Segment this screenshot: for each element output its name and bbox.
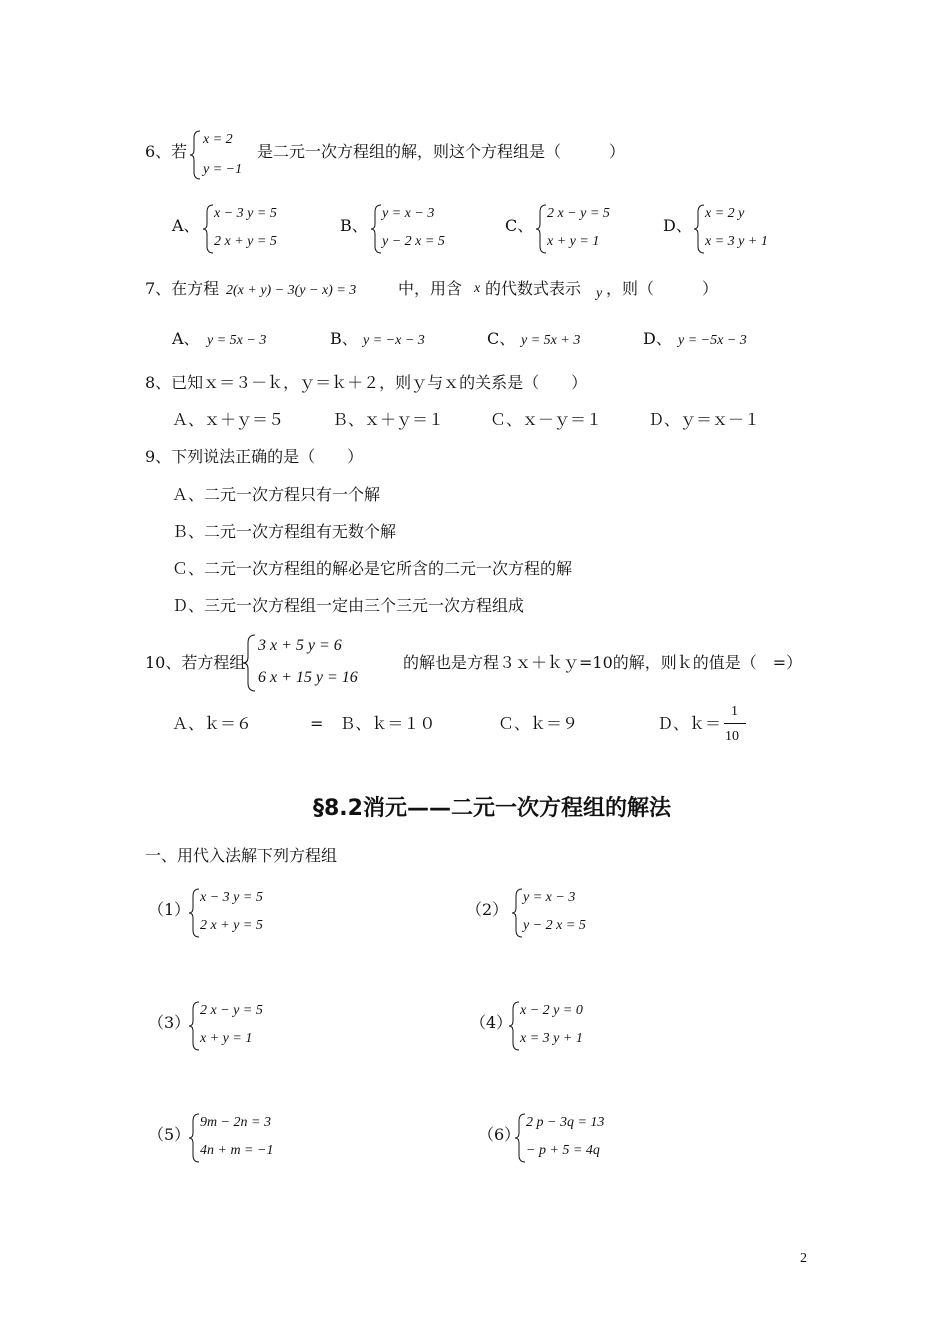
brace-icon bbox=[190, 130, 202, 180]
problem-5-label: （5） bbox=[148, 1125, 191, 1144]
equation-line-2: x = 3 y + 1 bbox=[520, 1031, 583, 1046]
problem-6-label: （6） bbox=[478, 1125, 521, 1144]
equation-line-1: x = 2 bbox=[203, 132, 233, 147]
q10-option-d: Ｄ、ｋ＝ bbox=[657, 714, 722, 733]
equation-line-2: y − 2 x = 5 bbox=[382, 234, 445, 249]
q8-stem: 8、已知ｘ＝３－ｋ，ｙ＝ｋ＋２，则ｙ与ｘ的关系是（ ） bbox=[145, 373, 588, 392]
q7-option-d-label: D、 bbox=[643, 329, 672, 348]
q7-middle: 中，用含 bbox=[398, 279, 463, 298]
q10-suffix: 的解也是方程３ｘ＋ｋｙ=10的解，则ｋ的值是（ =） bbox=[403, 653, 803, 672]
fraction-denominator: 10 bbox=[725, 729, 739, 744]
equation-line-1: 3 x + 5 y = 6 bbox=[258, 637, 342, 654]
q9-option-c: Ｃ、二元一次方程组的解必是它所含的二元一次方程的解 bbox=[172, 559, 573, 578]
equation-line-1: x − 2 y = 0 bbox=[520, 1003, 583, 1018]
equation-line-2: 4n + m = −1 bbox=[200, 1143, 274, 1158]
q7-option-c-label: C、 bbox=[487, 329, 516, 348]
q6-option-a-system bbox=[203, 204, 303, 254]
q9-option-d: Ｄ、三元一次方程组一定由三个三元一次方程组成 bbox=[172, 596, 525, 615]
q7-var-x: x bbox=[474, 281, 481, 296]
problem-2-label: （2） bbox=[466, 900, 509, 919]
equation-line-1: x − 3 y = 5 bbox=[214, 206, 277, 221]
q10-system bbox=[243, 634, 393, 692]
section-title: §8.2消元——二元一次方程组的解法 bbox=[313, 796, 671, 821]
q7-equation: 2(x + y) − 3(y − x) = 3 bbox=[226, 283, 357, 298]
q7-option-a-expr: y = 5x − 3 bbox=[207, 333, 267, 348]
q6-option-b-label: B、 bbox=[340, 216, 368, 235]
problem-6-system bbox=[515, 1113, 625, 1163]
q6-option-b-system bbox=[371, 204, 471, 254]
brace-icon bbox=[243, 634, 257, 692]
q9-stem: 9、下列说法正确的是（ ） bbox=[145, 447, 364, 466]
q7-option-d-expr: y = −5x − 3 bbox=[678, 333, 747, 348]
problem-5-system bbox=[189, 1113, 299, 1163]
equation-line-2: 2 x + y = 5 bbox=[200, 918, 263, 933]
equation-line-2: x + y = 1 bbox=[200, 1031, 253, 1046]
q7-option-a-label: A、 bbox=[172, 329, 200, 348]
page-number: 2 bbox=[800, 1251, 807, 1266]
q10-option-d-fraction bbox=[724, 704, 746, 748]
q10-prefix: 10、若方程组 bbox=[145, 653, 246, 672]
q9-option-a: Ａ、二元一次方程只有一个解 bbox=[172, 485, 381, 504]
equation-line-2: x + y = 1 bbox=[547, 234, 600, 249]
equation-line-1: 2 x − y = 5 bbox=[200, 1003, 263, 1018]
equation-line-2: 6 x + 15 y = 16 bbox=[258, 669, 358, 686]
q8-option-b: Ｂ、ｘ＋ｙ＝１ bbox=[332, 410, 445, 429]
problem-3-system bbox=[189, 1001, 289, 1051]
q10-option-a: Ａ、ｋ＝６ bbox=[172, 714, 253, 733]
equation-line-2: x = 3 y + 1 bbox=[705, 234, 768, 249]
equation-line-1: y = x − 3 bbox=[382, 206, 435, 221]
problem-3-label: （3） bbox=[148, 1013, 191, 1032]
q6-prefix: 6、若 bbox=[145, 142, 188, 161]
q7-suffix: ，则（ ） bbox=[606, 279, 719, 298]
section-subtitle: 一、用代入法解下列方程组 bbox=[145, 846, 338, 865]
equation-line-1: 2 p − 3q = 13 bbox=[526, 1115, 605, 1130]
q7-middle2: 的代数式表示 bbox=[485, 279, 582, 298]
equation-line-1: 9m − 2n = 3 bbox=[200, 1115, 272, 1130]
q6-option-d-label: D、 bbox=[663, 216, 692, 235]
problem-1-system bbox=[189, 888, 289, 938]
q6-option-a-label: A、 bbox=[172, 216, 200, 235]
q10-option-c: Ｃ、ｋ＝９ bbox=[498, 714, 579, 733]
problem-4-system bbox=[509, 1001, 609, 1051]
q6-suffix: 是二元一次方程组的解，则这个方程组是（ ） bbox=[257, 142, 626, 161]
equation-line-1: x − 3 y = 5 bbox=[200, 890, 263, 905]
q10-option-b: = Ｂ、ｋ＝１０ bbox=[310, 714, 436, 733]
problem-2-system bbox=[512, 888, 612, 938]
q7-var-y: y bbox=[596, 286, 603, 301]
q6-condition-system bbox=[190, 130, 260, 180]
equation-line-1: y = x − 3 bbox=[523, 890, 576, 905]
q8-option-c: Ｃ、ｘ－ｙ＝１ bbox=[490, 410, 603, 429]
equation-line-1: 2 x − y = 5 bbox=[547, 206, 610, 221]
q6-option-c-system bbox=[536, 204, 636, 254]
equation-line-2: y = −1 bbox=[203, 162, 243, 177]
q7-prefix: 7、在方程 bbox=[145, 279, 220, 298]
q8-option-a: Ａ、ｘ＋ｙ＝５ bbox=[172, 410, 285, 429]
problem-1-label: （1） bbox=[148, 900, 191, 919]
fraction-numerator: 1 bbox=[731, 704, 738, 719]
q7-option-b-expr: y = −x − 3 bbox=[363, 333, 425, 348]
q6-option-d-system bbox=[694, 204, 794, 254]
equation-line-2: − p + 5 = 4q bbox=[526, 1143, 600, 1158]
q7-option-b-label: B、 bbox=[330, 329, 358, 348]
q9-option-b: Ｂ、二元一次方程组有无数个解 bbox=[172, 522, 397, 541]
problem-4-label: （4） bbox=[470, 1013, 513, 1032]
equation-line-2: y − 2 x = 5 bbox=[523, 918, 586, 933]
equation-line-1: x = 2 y bbox=[705, 206, 745, 221]
q8-option-d: Ｄ、ｙ＝ｘ－１ bbox=[648, 410, 761, 429]
equation-line-2: 2 x + y = 5 bbox=[214, 234, 277, 249]
q7-option-c-expr: y = 5x + 3 bbox=[521, 333, 581, 348]
q6-option-c-label: C、 bbox=[505, 216, 534, 235]
